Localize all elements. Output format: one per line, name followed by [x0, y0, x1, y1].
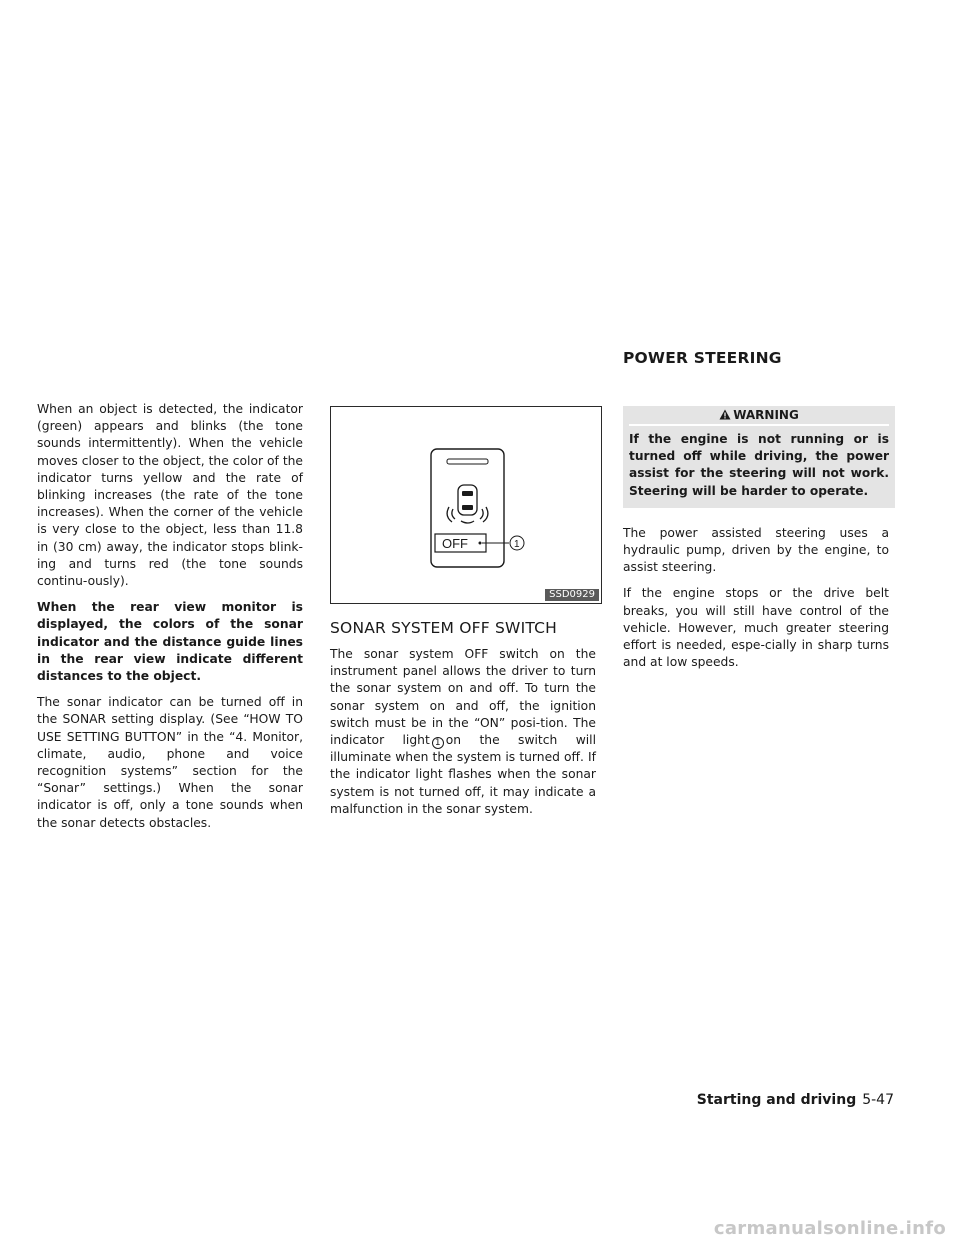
paragraph-sonar-switch: [330, 646, 596, 818]
paragraph-sonar-switch-part1: The sonar system OFF switch on the instrument panel allows the driver to turn the sonar system on and off. To turn the sonar system on and off, the ignition switch must be in the “ON” posi-tion. The indicator light: [330, 647, 596, 748]
paragraph-sonar-switch-part2: on the switch will illuminate when the system is turned off. If the indicator light flashes when the sonar system is not turned off, it may indicate a malfunction in the sonar system.: [330, 733, 596, 816]
figure-code: SSD0929: [545, 589, 599, 601]
column-right: [623, 406, 889, 680]
figure-callout-number: 1: [514, 539, 520, 550]
warning-text: If the engine is not running or is turned off while driving, the power assist for the steering will not work. Steering will be harder to operate.: [629, 424, 889, 500]
off-label: OFF: [442, 536, 468, 551]
paragraph-power-steering-pump: The power assisted steering uses a hydraulic pump, driven by the engine, to assist steering.: [623, 525, 889, 575]
paragraph-object-detected: When an object is detected, the indicator (green) appears and blinks (the tone sounds intermittently). When the vehicle moves closer to the object, the color of the indicator turns yellow and the rate of blinking increases (the rate of the tone increases). When the corner of the vehicle is very close to the object, less than 11.8 in (30 cm) away, the indicator stops blink-ing and turns red (the tone sounds continu-ously).: [37, 402, 303, 589]
car-sonar-icon: [447, 485, 488, 523]
watermark-text: carmanualsonline.info: [713, 1218, 946, 1239]
warning-header: [629, 406, 889, 424]
warning-title: WARNING: [733, 408, 799, 422]
paragraph-rear-view-monitor: When the rear view monitor is displayed, the colors of the sonar indicator and the distance guide lines in the rear view indicate different distances to the object.: [37, 600, 303, 684]
sonar-switch-figure: [330, 406, 602, 604]
footer-section-title: Starting and driving: [696, 1092, 857, 1108]
column-left: [37, 401, 303, 841]
paragraph-engine-stops: If the engine stops or the drive belt breaks, you will still have control of the vehicle. However, much greater steering effort is needed, espe-cially in sharp turns and at low speeds.: [623, 586, 889, 670]
page-number: 5-47: [862, 1092, 894, 1108]
warning-box: [623, 406, 895, 508]
paragraph-sonar-indicator-off: The sonar indicator can be turned off in the SONAR setting display. (See “HOW TO USE SETTING BUTTON” in the “4. Monitor, climate, audio, phone and voice recognition systems” section for the “Sonar” settings.) When the sonar indicator is off, only a tone sounds when the sonar detects obstacles.: [37, 695, 303, 830]
column-middle: [330, 406, 596, 827]
page-footer: [697, 1092, 894, 1108]
warning-triangle-icon: [719, 409, 731, 420]
sonar-switch-illustration: [331, 407, 603, 605]
section-heading-sonar-off-switch: SONAR SYSTEM OFF SWITCH: [330, 619, 557, 637]
callout-number-icon: 1: [432, 737, 444, 749]
section-heading-power-steering: POWER STEERING: [623, 349, 782, 367]
